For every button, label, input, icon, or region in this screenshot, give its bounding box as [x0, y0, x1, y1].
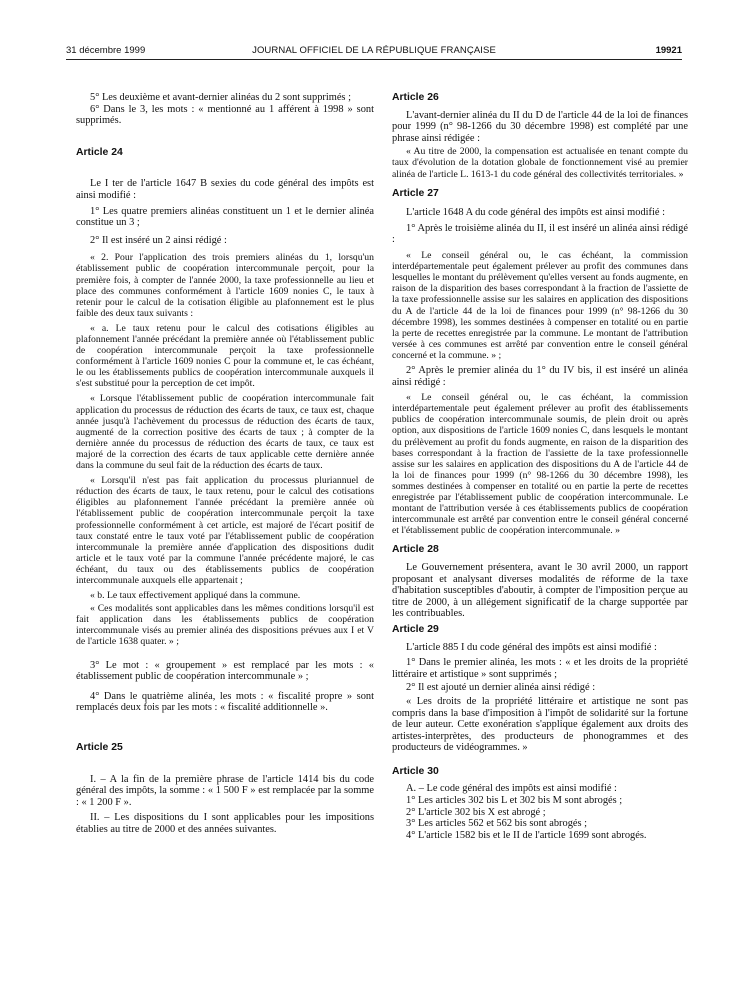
quoted-paragraph: « Ces modalités sont applicables dans les mêmes conditions lorsqu'il est fait application dans les établissements publics de coopération intercommunale visés au premier alinéa des dispositions prévues aux I et V de l'article 1638 quater. » ;: [76, 603, 374, 648]
paragraph: 3° Les articles 562 et 562 bis sont abrogés ;: [406, 818, 588, 830]
quoted-paragraph: « b. Le taux effectivement appliqué dans la commune.: [90, 590, 301, 602]
paragraph: 6° Dans le 3, les mots : « mentionné au 1 afférent à 1998 » sont supprimés.: [76, 103, 374, 127]
paragraph: L'article 885 I du code général des impôts est ainsi modifié :: [406, 641, 657, 653]
quoted-paragraph: « Au titre de 2000, la compensation est actualisée en tenant compte du taux d'évolution de la dotation globale de fonctionnement visé au premier alinéa de l'article L. 1613-1 du code général des collectivités territoriales. »: [392, 146, 688, 180]
paragraph: 1° Les quatre premiers alinéas constituent un 1 et le dernier alinéa constitue un 3 ;: [76, 205, 374, 229]
journal-title: JOURNAL OFFICIEL DE LA RÉPUBLIQUE FRANÇAISE: [252, 45, 496, 56]
paragraph: L'article 1648 A du code général des impôts est ainsi modifié :: [406, 207, 665, 219]
quoted-paragraph: « Le conseil général ou, le cas échéant, la commission interdépartementale peut également prélever au profit des communes dans lesquelles le montant du prélèvement qu'elles versent au fonds augmente, en raison de la disparition des bases correspondant à la fraction de l'assiette de la taxe professionnelle assise sur les salaires en application des dispositions du A de l'article 44 de la loi de finances pour 1999 (n° 98-1266 du 30 décembre 1998), les sommes destinées à compenser en totalité ou en partie la perte de recettes enregistrée par la commune. Le montant de l'attribution versée à ces communes est arrêté par convention entre le conseil général concerné et la commune. » ;: [392, 250, 688, 361]
paragraph: II. – Les dispositions du I sont applicables pour les impositions établies au titre de 2000 et des années suivantes.: [76, 812, 374, 835]
article-27-heading: Article 27: [392, 187, 439, 199]
quoted-paragraph: « Le conseil général ou, le cas échéant, la commission interdépartementale peut également prélever au profit des établissements publics de coopération intercommunale soumis, de plein droit ou après option, aux dispositions de l'article 1609 nonies C, dans lesquels le montant du prélèvement au profit du fonds augmente, en raison de la disparition des bases correspondant à la fraction de l'assiette de la taxe professionnelle assise sur les salaires en application des dispositions du A de l'article 44 de la loi de finances pour 1999 (n° 98-1266 du 30 décembre 1998), les sommes destinées à compenser en totalité ou en partie la perte de recettes enregistrée par l'établissement public de coopération intercommunale. Le montant de l'attribution versée à ces établissements publics de coopération intercommunale est arrêté par convention entre le conseil général concerné et l'établissement public de coopération intercommunale. »: [392, 392, 688, 537]
page-header: [66, 45, 682, 59]
paragraph: L'avant-dernier alinéa du II du D de l'article 44 de la loi de finances pour 1999 (n° 98-1266 du 30 décembre 1998) est complété par une phrase ainsi rédigée :: [392, 109, 688, 144]
article-28-heading: Article 28: [392, 544, 439, 556]
paragraph: 2° Il est ajouté un dernier alinéa ainsi rédigé :: [406, 682, 596, 694]
paragraph: A. – Le code général des impôts est ainsi modifié :: [406, 783, 617, 795]
quoted-paragraph: « Lorsqu'il n'est pas fait application du processus pluriannuel de réduction des écarts de taux, le taux retenu, pour le calcul des cotisations éligibles au plafonnement l'année précédant la première année où l'établissement public de coopération intercommunale perçoit la taxe professionnelle conformément à cet article, est majoré de l'écart positif de taux constaté entre le taux voté par l'établissement public de coopération intercommunale la première année d'application des dispositions dudit article et le taux voté par la commune l'année précédente majoré, le cas échéant, du taux ou des établissements publics de coopération intercommunale auxquels elle appartenait ;: [76, 475, 374, 586]
paragraph: I. – A la fin de la première phrase de l'article 1414 bis du code général des impôts, la somme : « 1 500 F » est remplacée par la somme : « 1 200 F ».: [76, 773, 374, 808]
quoted-paragraph: « 2. Pour l'application des trois premiers alinéas du 1, lorsqu'un établissement public de coopération intercommunale perçoit, pour la première fois, à compter de l'année 2000, la taxe professionnelle au lieu et place des communes conformément à l'article 1609 nonies C, le taux à retenir pour le calcul de la cotisation éligible au plafonnement est le plus faible des deux taux suivants :: [76, 252, 374, 319]
article-30-heading: Article 30: [392, 765, 439, 777]
article-24-heading: Article 24: [76, 146, 123, 158]
article-26-heading: Article 26: [392, 92, 439, 103]
paragraph: 1° Les articles 302 bis L et 302 bis M sont abrogés ;: [406, 795, 623, 807]
page-number: 19921: [655, 45, 682, 56]
right-column: [392, 92, 688, 841]
quoted-paragraph: « Les droits de la propriété littéraire et artistique ne sont pas compris dans la base d'imposition à l'impôt de solidarité sur la fortune de leur auteur. Cette exonération s'applique également aux droits des artistes-interprètes, des producteurs de phonogrammes et des producteurs de vidéogrammes. »: [392, 695, 688, 754]
paragraph: 2° Après le premier alinéa du 1° du IV bis, il est inséré un alinéa ainsi rédigé :: [392, 364, 688, 388]
paragraph: Le Gouvernement présentera, avant le 30 avril 2000, un rapport proposant et analysant diverses modalités de réforme de la taxe d'habitation susceptibles d'aboutir, à compter de l'imposition perçue au titre de 2000, à un allégement significatif de la charge supportée par les contribuables.: [392, 561, 688, 620]
article-25-heading: Article 25: [76, 741, 123, 753]
paragraph: 4° Dans le quatrième alinéa, les mots : « fiscalité propre » sont remplacés deux fois par les mots : « fiscalité additionnelle ».: [76, 690, 374, 714]
left-column: [76, 92, 374, 835]
paragraph: 2° L'article 302 bis X est abrogé ;: [406, 806, 546, 818]
quoted-paragraph: « a. Le taux retenu pour le calcul des cotisations éligibles au plafonnement l'année précédant la première année où l'établissement public de coopération intercommunale perçoit la taxe professionnelle conformément à l'article 1609 nonies C pour la commune et, le cas échéant, le ou les établissements publics de coopération intercommunale auxquels il s'est substitué pour la perception de cet impôt.: [76, 322, 374, 390]
paragraph: 2° Il est inséré un 2 ainsi rédigé :: [90, 234, 227, 246]
paragraph: 1° Après le troisième alinéa du II, il est inséré un alinéa ainsi rédigé :: [392, 222, 688, 246]
header-date: 31 décembre 1999: [66, 45, 146, 56]
paragraph: 3° Le mot : « groupement » est remplacé par les mots : « établissement public de coopération intercommunale » ;: [76, 659, 374, 683]
paragraph: 4° L'article 1582 bis et le II de l'article 1699 sont abrogés.: [406, 829, 647, 841]
paragraph: Le I ter de l'article 1647 B sexies du code général des impôts est ainsi modifié :: [76, 178, 374, 201]
quoted-paragraph: « Lorsque l'établissement public de coopération intercommunale fait application du processus de réduction des écarts de taux, ce taux est, chaque année jusqu'à l'achèvement du processus de réduction des écarts de taux, augmenté de la correction positive des écarts de taux ; à compter de la dernière année du processus de réduction des écarts de taux, ce taux est majoré de la correction des écarts de taux applicable cette dernière année dans la commune du seul fait de la réduction des écarts de taux.: [76, 393, 374, 472]
article-29-heading: Article 29: [392, 623, 439, 635]
header-rule: [66, 59, 682, 60]
paragraph: 1° Dans le premier alinéa, les mots : « et les droits de la propriété littéraire et artistique » sont supprimés ;: [392, 657, 688, 680]
paragraph: 5° Les deuxième et avant-dernier alinéas du 2 sont supprimés ;: [90, 92, 351, 103]
